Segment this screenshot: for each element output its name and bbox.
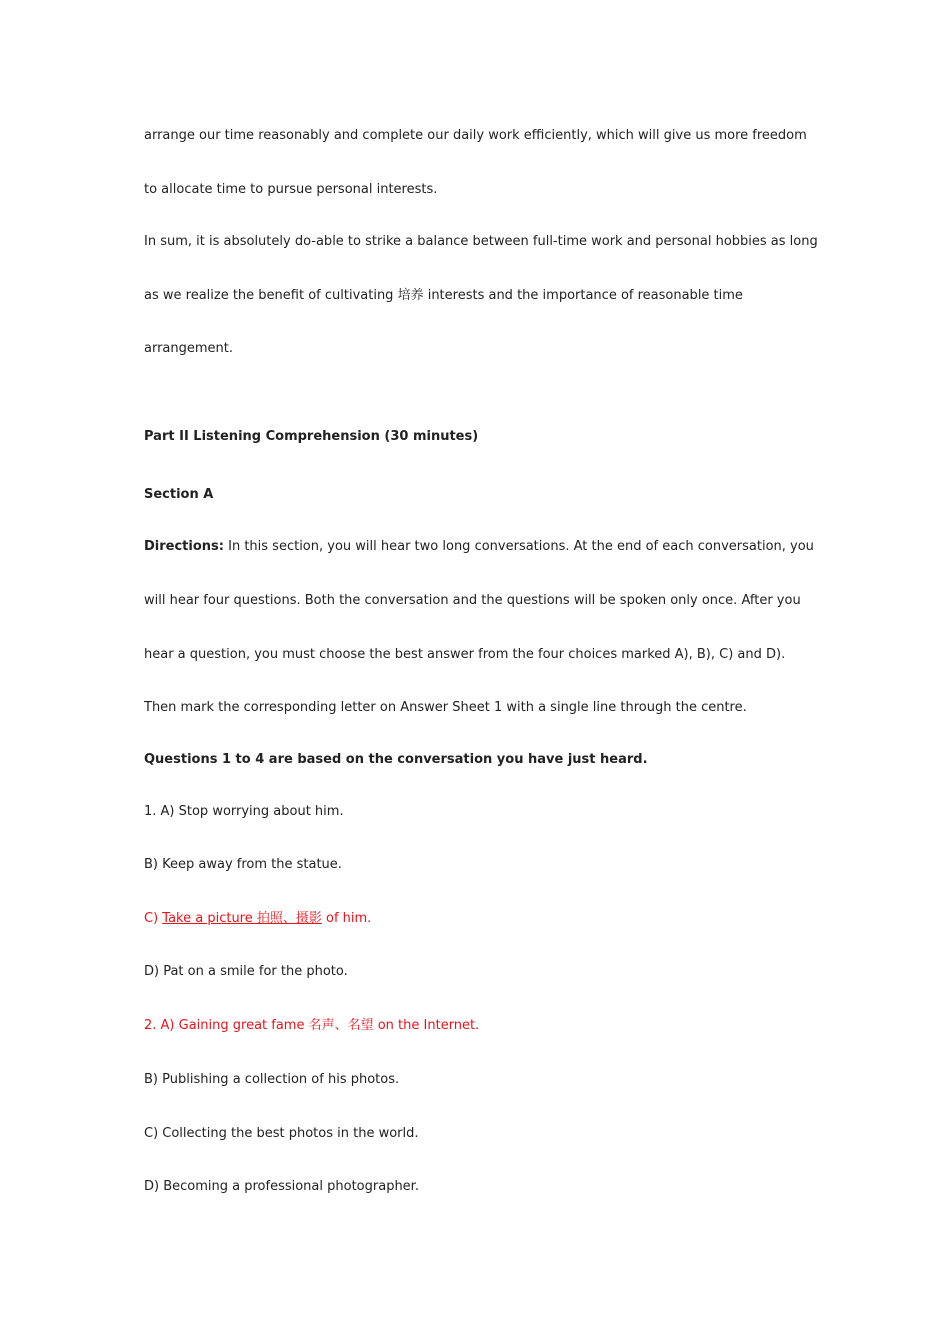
conclusion-line-1: In sum, it is absolutely do-able to strike a balance between full-time work and personal hobbies as long	[144, 234, 818, 249]
q1-option-c-prefix: C)	[144, 911, 163, 926]
paragraph-line-1: arrange our time reasonably and complete our daily work efficiently, which will give us more freedom	[144, 128, 807, 143]
directions-line-3: hear a question, you must choose the best answer from the four choices marked A), B), C) and D).	[144, 647, 786, 662]
directions-text-1: In this section, you will hear two long conversations. At the end of each conversation, you	[223, 539, 814, 554]
q1-option-a: 1. A) Stop worrying about him.	[144, 804, 344, 819]
section-heading: Section A	[144, 487, 214, 502]
conclusion-line-2: as we realize the benefit of cultivating 培养 interests and the importance of reasonable time	[144, 288, 743, 303]
q2-option-c: C) Collecting the best photos in the world.	[144, 1126, 419, 1141]
questions-heading: Questions 1 to 4 are based on the conversation you have just heard.	[144, 752, 648, 767]
part-heading: Part II Listening Comprehension (30 minutes)	[144, 429, 479, 444]
q1-option-c-answer	[144, 911, 371, 927]
q1-option-c-underlined: Take a picture 拍照、摄影	[162, 911, 322, 926]
directions-line-1	[144, 539, 814, 555]
paragraph-line-2: to allocate time to pursue personal interests.	[144, 182, 438, 197]
conclusion-line-3: arrangement.	[144, 341, 234, 356]
q1-option-c-suffix: of him.	[321, 911, 372, 926]
q2-option-a-answer: 2. A) Gaining great fame 名声、名望 on the Internet.	[144, 1018, 480, 1033]
q1-option-d: D) Pat on a smile for the photo.	[144, 964, 348, 979]
directions-line-2: will hear four questions. Both the conversation and the questions will be spoken only once. After you	[144, 593, 801, 608]
q2-option-d: D) Becoming a professional photographer.	[144, 1179, 419, 1194]
q1-option-b: B) Keep away from the statue.	[144, 857, 342, 872]
directions-line-4: Then mark the corresponding letter on Answer Sheet 1 with a single line through the centre.	[144, 700, 747, 715]
directions-label: Directions:	[144, 539, 224, 554]
q2-option-b: B) Publishing a collection of his photos.	[144, 1072, 400, 1087]
